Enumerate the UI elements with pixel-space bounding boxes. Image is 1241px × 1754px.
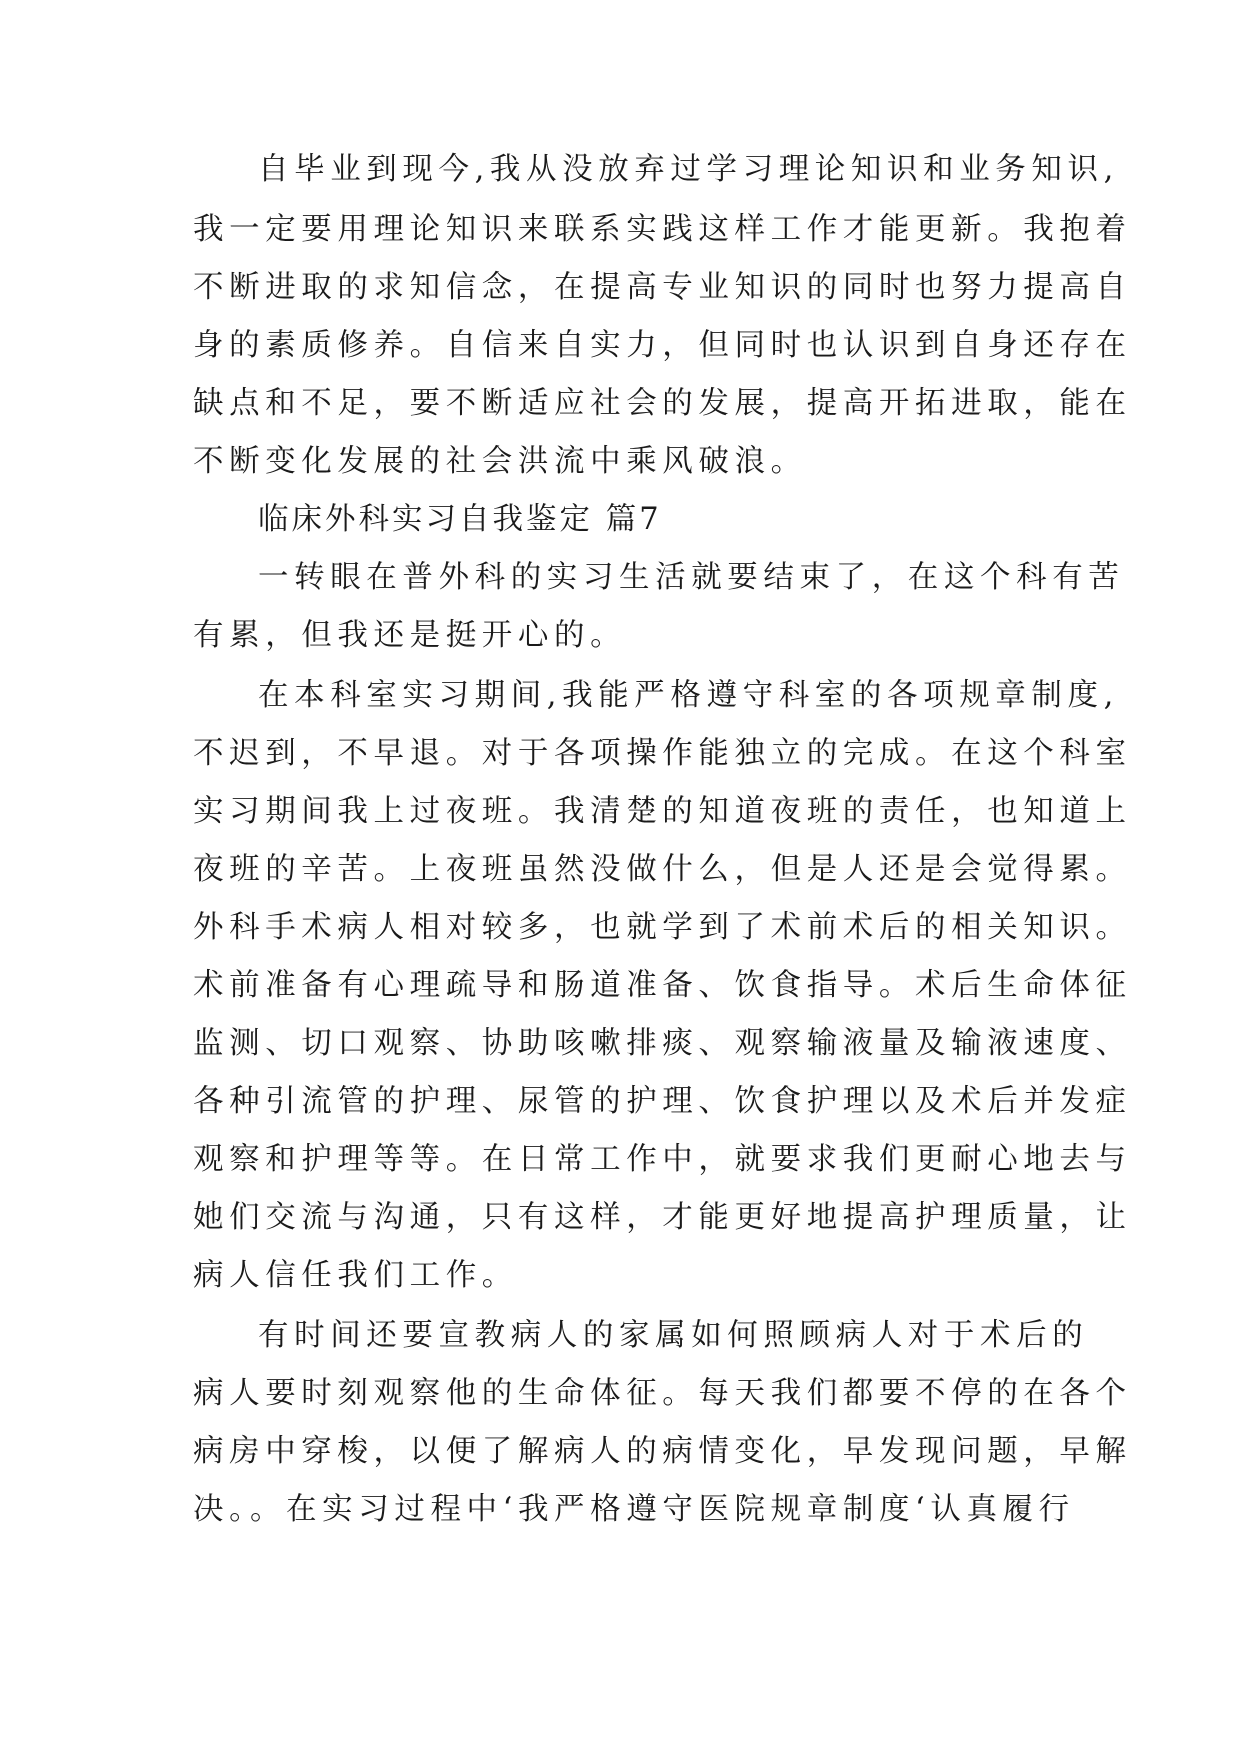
text-line: 有时间还要宣教病人的家属如何照顾病人对于术后的 — [258, 1318, 1089, 1353]
text-line: 夜班的辛苦。上夜班虽然没做什么，但是人还是会觉得累。 — [193, 852, 1132, 887]
text-line: 一转眼在普外科的实习生活就要结束了，在这个科有苦 — [258, 560, 1125, 595]
text-line: 观察和护理等等。在日常工作中，就要求我们更耐心地去与 — [193, 1142, 1132, 1177]
text-line: 身的素质修养。自信来自实力，但同时也认识到自身还存在 — [193, 328, 1132, 363]
text-line: 不断变化发展的社会洪流中乘风破浪。 — [193, 444, 807, 479]
text-line: 术前准备有心理疏导和肠道准备、饮食指导。术后生命体征 — [193, 968, 1132, 1003]
text-line: 缺点和不足，要不断适应社会的发展，提高开拓进取，能在 — [193, 386, 1132, 421]
text-line: 不迟到，不早退。对于各项操作能独立的完成。在这个科室 — [193, 736, 1132, 771]
text-line: 病房中穿梭，以便了解病人的病情变化，早发现问题，早解 — [193, 1434, 1132, 1469]
text-line: 她们交流与沟通，只有这样，才能更好地提高护理质量，让 — [193, 1200, 1132, 1235]
text-line: 有累，但我还是挺开心的。 — [193, 618, 627, 653]
text-line: 外科手术病人相对较多，也就学到了术前术后的相关知识。 — [193, 910, 1132, 945]
text-line: 在本科室实习期间,我能严格遵守科室的各项规章制度, — [258, 678, 1119, 713]
text-line: 监测、切口观察、协助咳嗽排痰、观察输液量及输液速度、 — [193, 1026, 1132, 1061]
text-line: 我一定要用理论知识来联系实践这样工作才能更新。我抱着 — [193, 212, 1132, 247]
section-heading: 临床外科实习自我鉴定 篇7 — [258, 502, 662, 537]
text-line: 各种引流管的护理、尿管的护理、饮食护理以及术后并发症 — [193, 1084, 1132, 1119]
text-line: 不断进取的求知信念，在提高专业知识的同时也努力提高自 — [193, 270, 1132, 305]
text-line: 决。。在实习过程中‘我严格遵守医院规章制度‘认真履行 — [193, 1492, 1075, 1527]
text-line: 病人要时刻观察他的生命体征。每天我们都要不停的在各个 — [193, 1376, 1132, 1411]
text-line: 病人信任我们工作。 — [193, 1258, 518, 1293]
text-line: 自毕业到现今,我从没放弃过学习理论知识和业务知识, — [258, 152, 1119, 187]
text-line: 实习期间我上过夜班。我清楚的知道夜班的责任，也知道上 — [193, 794, 1132, 829]
